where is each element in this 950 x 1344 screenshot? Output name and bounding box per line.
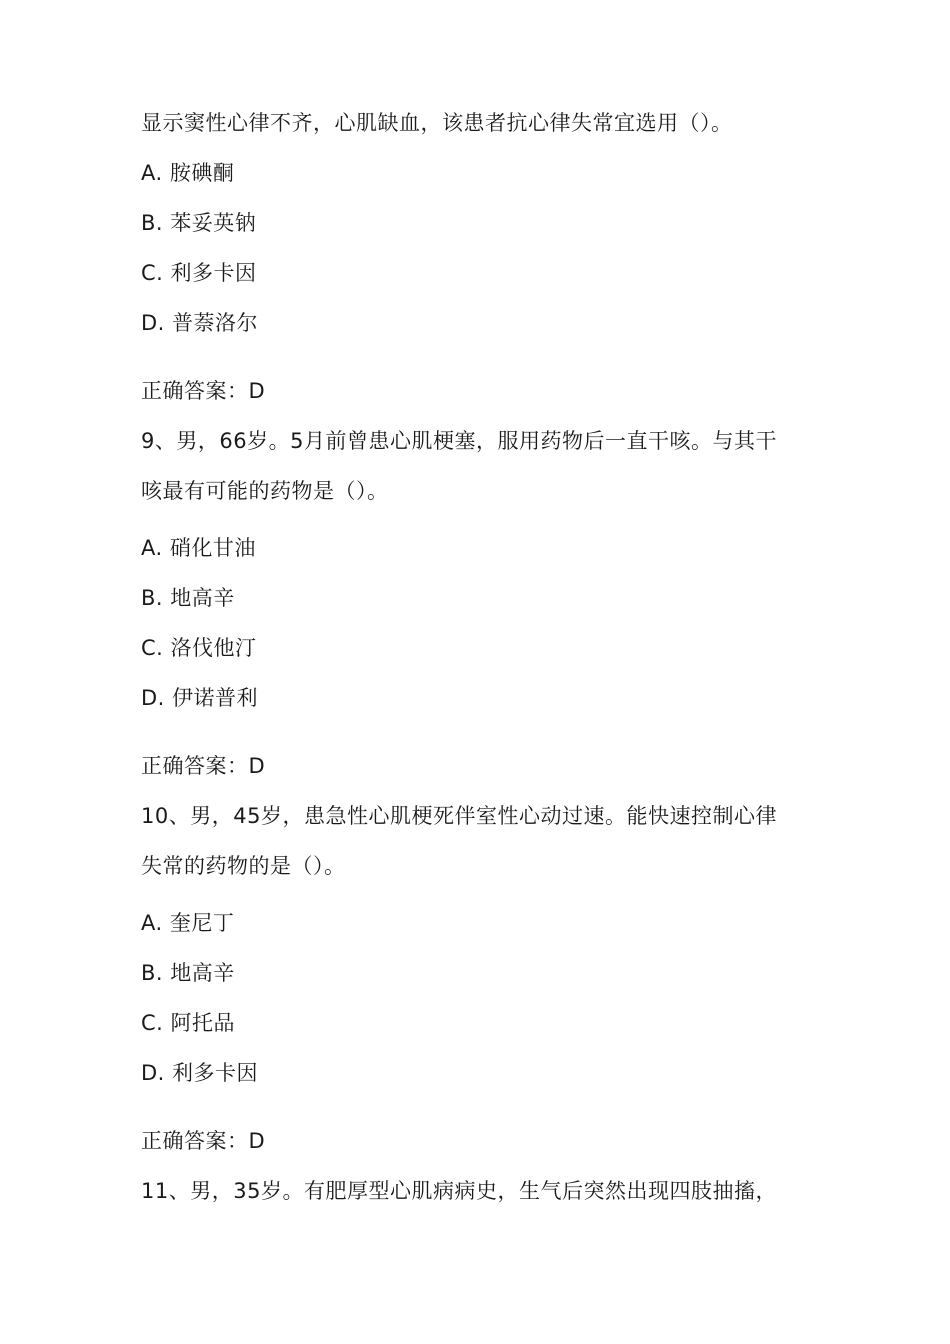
q10-option-b: B. 地高辛 xyxy=(141,961,235,985)
q10-answer: 正确答案：D xyxy=(141,1129,266,1153)
q8-option-b: B. 苯妥英钠 xyxy=(141,211,257,235)
q9-option-b: B. 地高辛 xyxy=(141,586,235,610)
question-8-text-cont: 显示窦性心律不齐，心肌缺血，该患者抗心律失常宜选用（）。 xyxy=(141,111,733,135)
question-10-text: 10、男，45岁，患急性心肌梗死伴室性心动过速。能快速控制心律 xyxy=(141,804,777,828)
q10-option-c: C. 阿托品 xyxy=(141,1011,236,1035)
q9-option-d: D. 伊诺普利 xyxy=(141,686,259,710)
q8-answer: 正确答案：D xyxy=(141,379,266,403)
question-11-text: 11、男，35岁。有肥厚型心肌病病史，生气后突然出现四肢抽搐， xyxy=(141,1179,777,1203)
q8-option-a: A. 胺碘酮 xyxy=(141,161,235,185)
question-9-text-cont: 咳最有可能的药物是（）。 xyxy=(141,479,389,503)
q9-option-a: A. 硝化甘油 xyxy=(141,536,256,560)
q8-option-c: C. 利多卡因 xyxy=(141,261,257,285)
q9-option-c: C. 洛伐他汀 xyxy=(141,636,257,660)
q10-option-a: A. 奎尼丁 xyxy=(141,911,235,935)
question-10-text-cont: 失常的药物的是（）。 xyxy=(141,854,346,878)
q9-answer: 正确答案：D xyxy=(141,754,266,778)
question-9-text: 9、男，66岁。5月前曾患心肌梗塞，服用药物后一直干咳。与其干 xyxy=(141,429,777,453)
q10-option-d: D. 利多卡因 xyxy=(141,1061,259,1085)
q8-option-d: D. 普萘洛尔 xyxy=(141,311,259,335)
